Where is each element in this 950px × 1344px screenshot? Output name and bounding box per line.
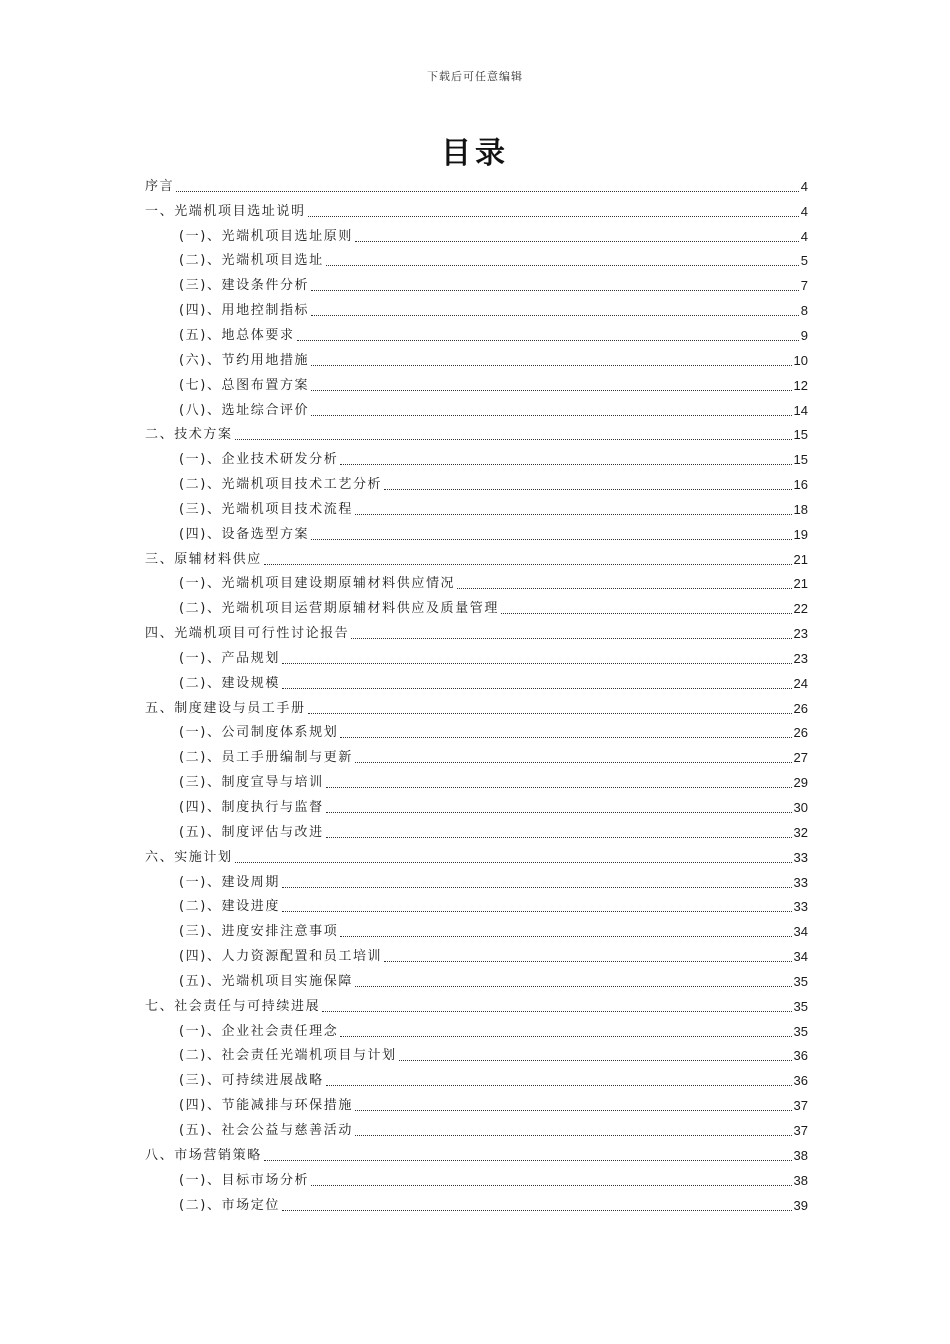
- toc-entry-page-number: 18: [793, 501, 808, 517]
- toc-entry-page-number: 9: [800, 327, 808, 343]
- toc-entry-page-number: 21: [793, 576, 808, 592]
- toc-dot-leader: [326, 787, 792, 788]
- toc-entry-page-number: 34: [793, 949, 808, 965]
- toc-entry[interactable]: [145, 273, 808, 298]
- toc-dot-leader: [311, 315, 799, 316]
- toc-entry-label: (一)、目标市场分析: [179, 1172, 310, 1188]
- toc-entry-label: (五)、光端机项目实施保障: [179, 973, 353, 989]
- toc-dot-leader: [340, 737, 791, 738]
- toc-entry[interactable]: [145, 547, 808, 572]
- toc-entry-page-number: 7: [800, 278, 808, 294]
- toc-entry[interactable]: [145, 1068, 808, 1093]
- toc-entry-page-number: 34: [793, 924, 808, 940]
- toc-entry-page-number: 26: [793, 725, 808, 741]
- toc-dot-leader: [326, 812, 792, 813]
- toc-dot-leader: [311, 290, 799, 291]
- toc-entry[interactable]: [145, 249, 808, 274]
- toc-entry-label: (三)、可持续进展战略: [179, 1073, 324, 1089]
- toc-dot-leader: [355, 514, 792, 515]
- toc-entry-label: 六、实施计划: [145, 849, 233, 865]
- toc-entry-page-number: 33: [793, 899, 808, 915]
- toc-entry-label: 四、光端机项目可行性讨论报告: [145, 626, 350, 642]
- toc-entry[interactable]: [145, 1118, 808, 1143]
- toc-entry-label: (二)、员工手册编制与更新: [179, 750, 353, 766]
- toc-entry-page-number: 14: [793, 402, 808, 418]
- toc-entry-label: (五)、地总体要求: [179, 327, 295, 343]
- toc-dot-leader: [340, 1036, 791, 1037]
- toc-entry[interactable]: [145, 522, 808, 547]
- toc-dot-leader: [311, 415, 791, 416]
- toc-entry[interactable]: [145, 1093, 808, 1118]
- toc-dot-leader: [399, 1060, 792, 1061]
- toc-entry-label: 二、技术方案: [145, 427, 233, 443]
- toc-dot-leader: [235, 862, 792, 863]
- toc-dot-leader: [340, 936, 791, 937]
- toc-dot-leader: [308, 216, 799, 217]
- toc-entry[interactable]: [145, 969, 808, 994]
- page-title: 目录: [441, 136, 509, 171]
- toc-entry-page-number: 30: [793, 800, 808, 816]
- toc-dot-leader: [355, 1110, 792, 1111]
- toc-entry[interactable]: [145, 1019, 808, 1044]
- toc-entry[interactable]: [145, 1168, 808, 1193]
- toc-entry-page-number: 8: [800, 303, 808, 319]
- toc-entry[interactable]: [145, 174, 808, 199]
- toc-entry-label: (二)、光端机项目选址: [179, 253, 324, 269]
- toc-entry-label: 序言: [145, 178, 175, 194]
- toc-entry-label: (三)、光端机项目技术流程: [179, 501, 353, 517]
- toc-entry-label: (五)、制度评估与改进: [179, 824, 324, 840]
- toc-entry-page-number: 36: [793, 1073, 808, 1089]
- toc-entry[interactable]: [145, 919, 808, 944]
- toc-entry[interactable]: [145, 820, 808, 845]
- toc-entry-label: (七)、总图布置方案: [179, 377, 310, 393]
- toc-entry-label: (二)、光端机项目运营期原辅材料供应及质量管理: [179, 601, 499, 617]
- page-header-note: 下载后可任意编辑: [427, 70, 523, 83]
- toc-entry-label: (三)、制度宣导与培训: [179, 775, 324, 791]
- toc-entry-page-number: 35: [793, 998, 808, 1014]
- toc-entry[interactable]: [145, 596, 808, 621]
- toc-dot-leader: [282, 1210, 792, 1211]
- toc-dot-leader: [340, 464, 791, 465]
- toc-entry-page-number: 22: [793, 601, 808, 617]
- toc-dot-leader: [384, 489, 791, 490]
- toc-entry-label: (五)、社会公益与慈善活动: [179, 1122, 353, 1138]
- toc-dot-leader: [282, 688, 792, 689]
- toc-entry-page-number: 4: [800, 178, 808, 194]
- toc-entry-page-number: 39: [793, 1197, 808, 1213]
- toc-entry-page-number: 4: [800, 203, 808, 219]
- toc-entry-label: 七、社会责任与可持续进展: [145, 998, 321, 1014]
- toc-entry[interactable]: [145, 472, 808, 497]
- toc-dot-leader: [282, 911, 792, 912]
- toc-entry-page-number: 35: [793, 973, 808, 989]
- toc-entry-page-number: 16: [793, 477, 808, 493]
- toc-entry-label: (二)、建设进度: [179, 899, 280, 915]
- toc-dot-leader: [308, 713, 792, 714]
- toc-entry-label: (四)、用地控制指标: [179, 303, 310, 319]
- toc-entry-page-number: 33: [793, 849, 808, 865]
- toc-dot-leader: [311, 1185, 791, 1186]
- toc-entry-page-number: 23: [793, 650, 808, 666]
- toc-entry[interactable]: [145, 1044, 808, 1069]
- toc-entry-label: (二)、建设规模: [179, 675, 280, 691]
- toc-entry-page-number: 26: [793, 700, 808, 716]
- toc-dot-leader: [311, 365, 791, 366]
- toc-dot-leader: [457, 588, 791, 589]
- toc-dot-leader: [355, 241, 799, 242]
- toc-dot-leader: [311, 390, 791, 391]
- toc-entry-page-number: 27: [793, 750, 808, 766]
- toc-entry-label: 五、制度建设与员工手册: [145, 700, 306, 716]
- toc-entry-label: (一)、公司制度体系规划: [179, 725, 339, 741]
- toc-entry[interactable]: [145, 447, 808, 472]
- toc-entry[interactable]: [145, 224, 808, 249]
- toc-entry-page-number: 37: [793, 1098, 808, 1114]
- toc-entry[interactable]: [145, 323, 808, 348]
- toc-entry-page-number: 23: [793, 626, 808, 642]
- toc-entry-label: 八、市场营销策略: [145, 1147, 262, 1163]
- toc-entry[interactable]: [145, 845, 808, 870]
- toc-entry-page-number: 15: [793, 427, 808, 443]
- toc-entry[interactable]: [145, 572, 808, 597]
- toc-dot-leader: [264, 564, 792, 565]
- toc-entry-page-number: 29: [793, 775, 808, 791]
- toc-entry[interactable]: [145, 1143, 808, 1168]
- toc-dot-leader: [297, 340, 799, 341]
- toc-dot-leader: [235, 439, 792, 440]
- toc-entry-label: (四)、节能减排与环保措施: [179, 1098, 353, 1114]
- toc-entry[interactable]: [145, 795, 808, 820]
- toc-entry-label: (四)、设备选型方案: [179, 526, 310, 542]
- toc-entry-label: (一)、产品规划: [179, 650, 280, 666]
- toc-entry-label: 三、原辅材料供应: [145, 551, 262, 567]
- toc-dot-leader: [355, 762, 792, 763]
- toc-entry-label: (三)、进度安排注意事项: [179, 924, 339, 940]
- toc-entry[interactable]: [145, 646, 808, 671]
- toc-entry[interactable]: [145, 745, 808, 770]
- toc-dot-leader: [351, 638, 791, 639]
- toc-dot-leader: [355, 1135, 792, 1136]
- toc-entry-page-number: 32: [793, 824, 808, 840]
- toc-entry-label: (六)、节约用地措施: [179, 352, 310, 368]
- toc-dot-leader: [322, 1011, 791, 1012]
- toc-dot-leader: [282, 663, 792, 664]
- toc-entry-label: (二)、社会责任光端机项目与计划: [179, 1048, 397, 1064]
- toc-entry[interactable]: [145, 671, 808, 696]
- toc-entry-page-number: 36: [793, 1048, 808, 1064]
- toc-entry-label: (一)、企业技术研发分析: [179, 452, 339, 468]
- toc-entry-page-number: 24: [793, 675, 808, 691]
- toc-entry[interactable]: [145, 497, 808, 522]
- toc-dot-leader: [326, 837, 792, 838]
- toc-entry-label: 一、光端机项目选址说明: [145, 203, 306, 219]
- toc-entry-page-number: 19: [793, 526, 808, 542]
- toc-entry[interactable]: [145, 1193, 808, 1218]
- toc-entry-page-number: 33: [793, 874, 808, 890]
- toc-entry-label: (一)、企业社会责任理念: [179, 1023, 339, 1039]
- toc-entry[interactable]: [145, 199, 808, 224]
- toc-dot-leader: [176, 191, 799, 192]
- toc-dot-leader: [326, 265, 799, 266]
- toc-entry[interactable]: [145, 373, 808, 398]
- toc-entry[interactable]: [145, 398, 808, 423]
- toc-dot-leader: [282, 887, 792, 888]
- toc-dot-leader: [355, 986, 792, 987]
- toc-entry-page-number: 38: [793, 1172, 808, 1188]
- toc-dot-leader: [326, 1085, 792, 1086]
- toc-entry-page-number: 5: [800, 253, 808, 269]
- toc-entry[interactable]: [145, 348, 808, 373]
- toc-entry-page-number: 35: [793, 1023, 808, 1039]
- toc-entry-label: (三)、建设条件分析: [179, 278, 310, 294]
- toc-entry-page-number: 21: [793, 551, 808, 567]
- toc-entry[interactable]: [145, 894, 808, 919]
- toc-entry-page-number: 4: [800, 228, 808, 244]
- toc-entry[interactable]: [145, 696, 808, 721]
- toc-entry-page-number: 12: [793, 377, 808, 393]
- table-of-contents: [145, 174, 808, 1217]
- toc-entry-label: (四)、制度执行与监督: [179, 800, 324, 816]
- toc-entry-label: (一)、光端机项目选址原则: [179, 228, 353, 244]
- toc-entry-label: (一)、光端机项目建设期原辅材料供应情况: [179, 576, 456, 592]
- toc-entry-page-number: 38: [793, 1147, 808, 1163]
- toc-entry-label: (二)、光端机项目技术工艺分析: [179, 477, 383, 493]
- toc-entry-page-number: 10: [793, 352, 808, 368]
- toc-entry-page-number: 15: [793, 452, 808, 468]
- toc-entry-label: (八)、选址综合评价: [179, 402, 310, 418]
- toc-dot-leader: [501, 613, 792, 614]
- toc-entry[interactable]: [145, 422, 808, 447]
- toc-dot-leader: [311, 539, 791, 540]
- toc-entry-label: (二)、市场定位: [179, 1197, 280, 1213]
- toc-entry[interactable]: [145, 621, 808, 646]
- toc-entry[interactable]: [145, 721, 808, 746]
- toc-entry-page-number: 37: [793, 1122, 808, 1138]
- toc-entry[interactable]: [145, 944, 808, 969]
- toc-entry-label: (一)、建设周期: [179, 874, 280, 890]
- toc-entry[interactable]: [145, 994, 808, 1019]
- toc-dot-leader: [264, 1160, 792, 1161]
- toc-entry[interactable]: [145, 770, 808, 795]
- toc-entry[interactable]: [145, 870, 808, 895]
- toc-entry-label: (四)、人力资源配置和员工培训: [179, 949, 383, 965]
- toc-entry[interactable]: [145, 298, 808, 323]
- toc-dot-leader: [384, 961, 791, 962]
